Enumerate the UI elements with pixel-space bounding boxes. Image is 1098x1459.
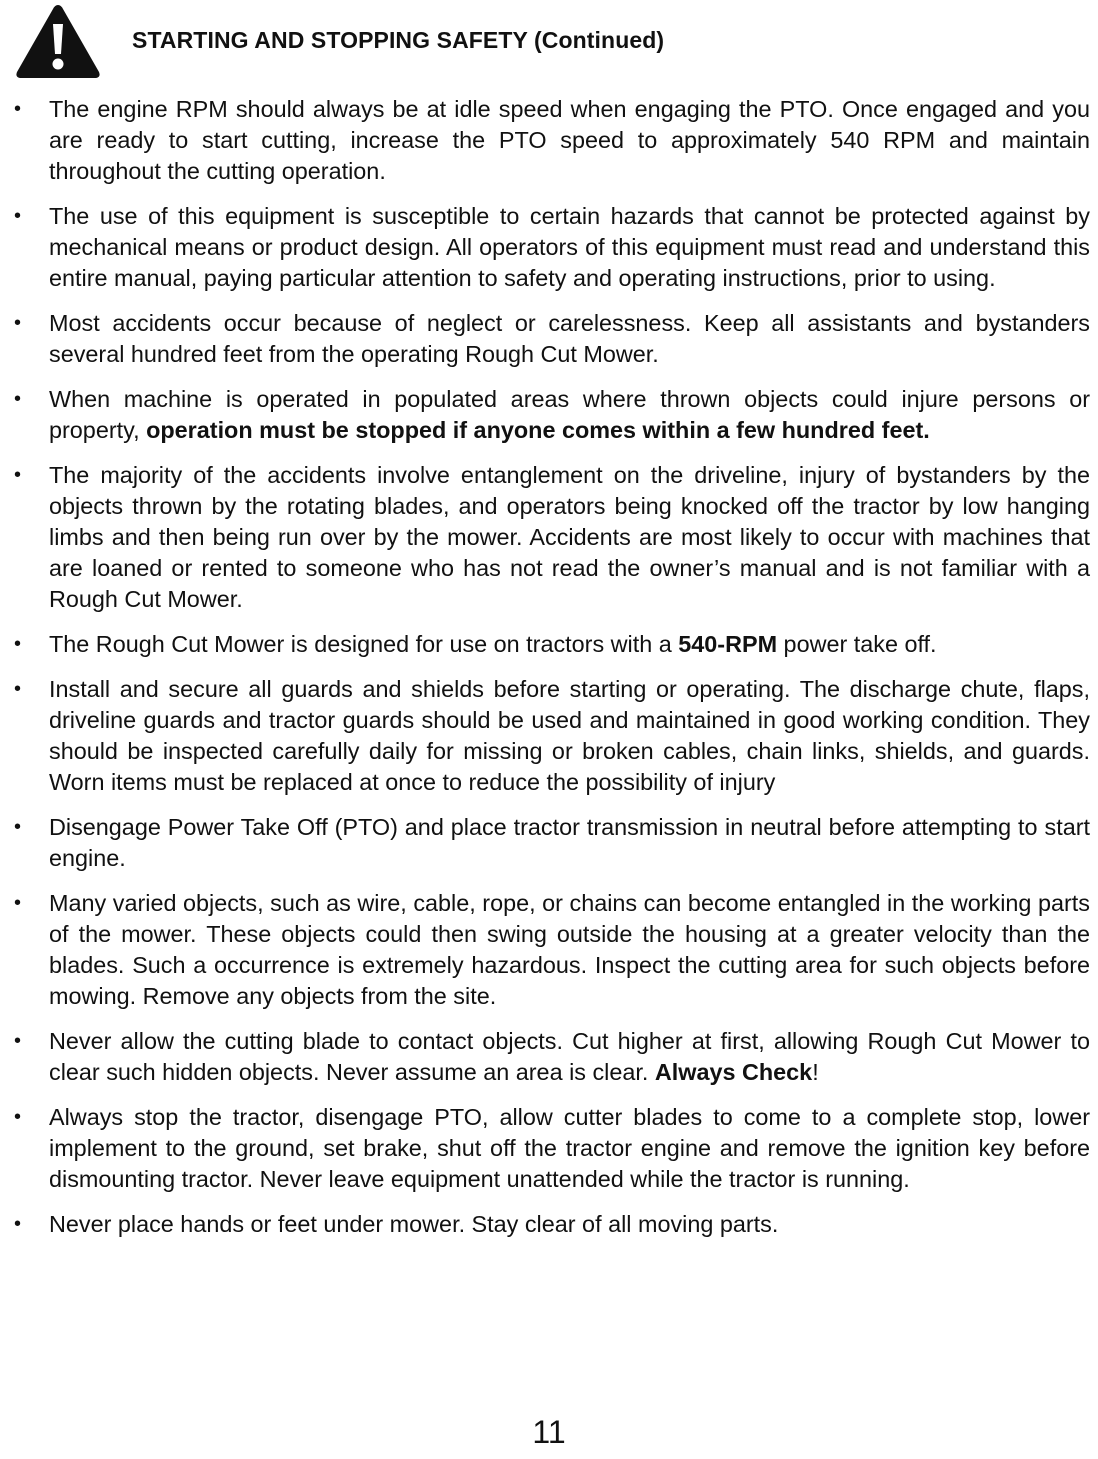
list-item: • Never allow the cutting blade to contact objects. Cut higher at first, allowing Rough Cut Mower to clear such hidden objects. Never assume an area is clear. Always Check! <box>14 1028 1090 1085</box>
warning-triangle-icon <box>14 2 102 80</box>
list-item: • Many varied objects, such as wire, cable, rope, or chains can become entangled in the working parts of the mower. These objects could then swing outside the housing at a greater velocity than the blades. Such a occurrence is extremely hazardous. Inspect the cutting area for such objects before mowing. Remove any objects from the site. <box>14 890 1090 1009</box>
list-item: • The use of this equipment is susceptible to certain hazards that cannot be protected against by mechanical means or product design. All operators of this equipment must read and understand this entire manual, paying particular attention to safety and operating instructions, prior to using. <box>14 203 1090 291</box>
list-item: • Most accidents occur because of neglect or carelessness. Keep all assistants and bystanders several hundred feet from the operating Rough Cut Mower. <box>14 310 1090 367</box>
bullet-marker: • <box>14 205 22 227</box>
bullet-marker: • <box>14 678 22 700</box>
bullet-marker: • <box>14 633 22 655</box>
bullet-marker: • <box>14 1030 22 1052</box>
section-title: STARTING AND STOPPING SAFETY (Continued) <box>132 27 665 53</box>
list-item: • The majority of the accidents involve entanglement on the driveline, injury of bystanders by the objects thrown by the rotating blades, and operators being knocked off the tractor by low hanging limbs and then being run over by the mower. Accidents are most likely to occur with machines that are loaned or rented to someone who has not read the owner’s manual and is not familiar with a Rough Cut Mower. <box>14 462 1090 612</box>
list-item: • Disengage Power Take Off (PTO) and place tractor transmission in neutral before attempting to start engine. <box>14 814 1090 871</box>
list-item: • The engine RPM should always be at idle speed when engaging the PTO. Once engaged and you are ready to start cutting, increase the PTO speed to approximately 540 RPM and maintain throughout the cutting operation. <box>14 96 1090 184</box>
bullet-marker: • <box>14 1213 22 1235</box>
list-item: • Install and secure all guards and shields before starting or operating. The discharge chute, flaps, driveline guards and tractor guards should be used and maintained in good working condition. They should be inspected carefully daily for missing or broken cables, chain links, shields, and guards. Worn items must be replaced at once to reduce the possibility of injury <box>14 676 1090 795</box>
bullet-marker: • <box>14 1106 22 1128</box>
bullet-marker: • <box>14 312 22 334</box>
list-item: • The Rough Cut Mower is designed for use on tractors with a 540-RPM power take off. <box>14 629 1090 660</box>
list-item: • Always stop the tractor, disengage PTO, allow cutter blades to come to a complete stop, lower implement to the ground, set brake, shut off the tractor engine and remove the ignition key before dismounting tractor. Never leave equipment unattended while the tractor is running. <box>14 1104 1090 1192</box>
bullet-marker: • <box>14 388 22 410</box>
safety-bullet-list <box>14 94 1090 1254</box>
bullet-marker: • <box>14 464 22 486</box>
list-item: • When machine is operated in populated areas where thrown objects could injure persons or property, operation must be stopped if anyone comes within a few hundred feet. <box>14 386 1090 443</box>
bullet-marker: • <box>14 892 22 914</box>
bullet-marker: • <box>14 98 22 120</box>
bullet-marker: • <box>14 816 22 838</box>
list-item: • Never place hands or feet under mower. Stay clear of all moving parts. <box>14 1209 1090 1240</box>
page-header <box>14 2 1084 82</box>
page-number: 11 <box>532 1414 566 1450</box>
